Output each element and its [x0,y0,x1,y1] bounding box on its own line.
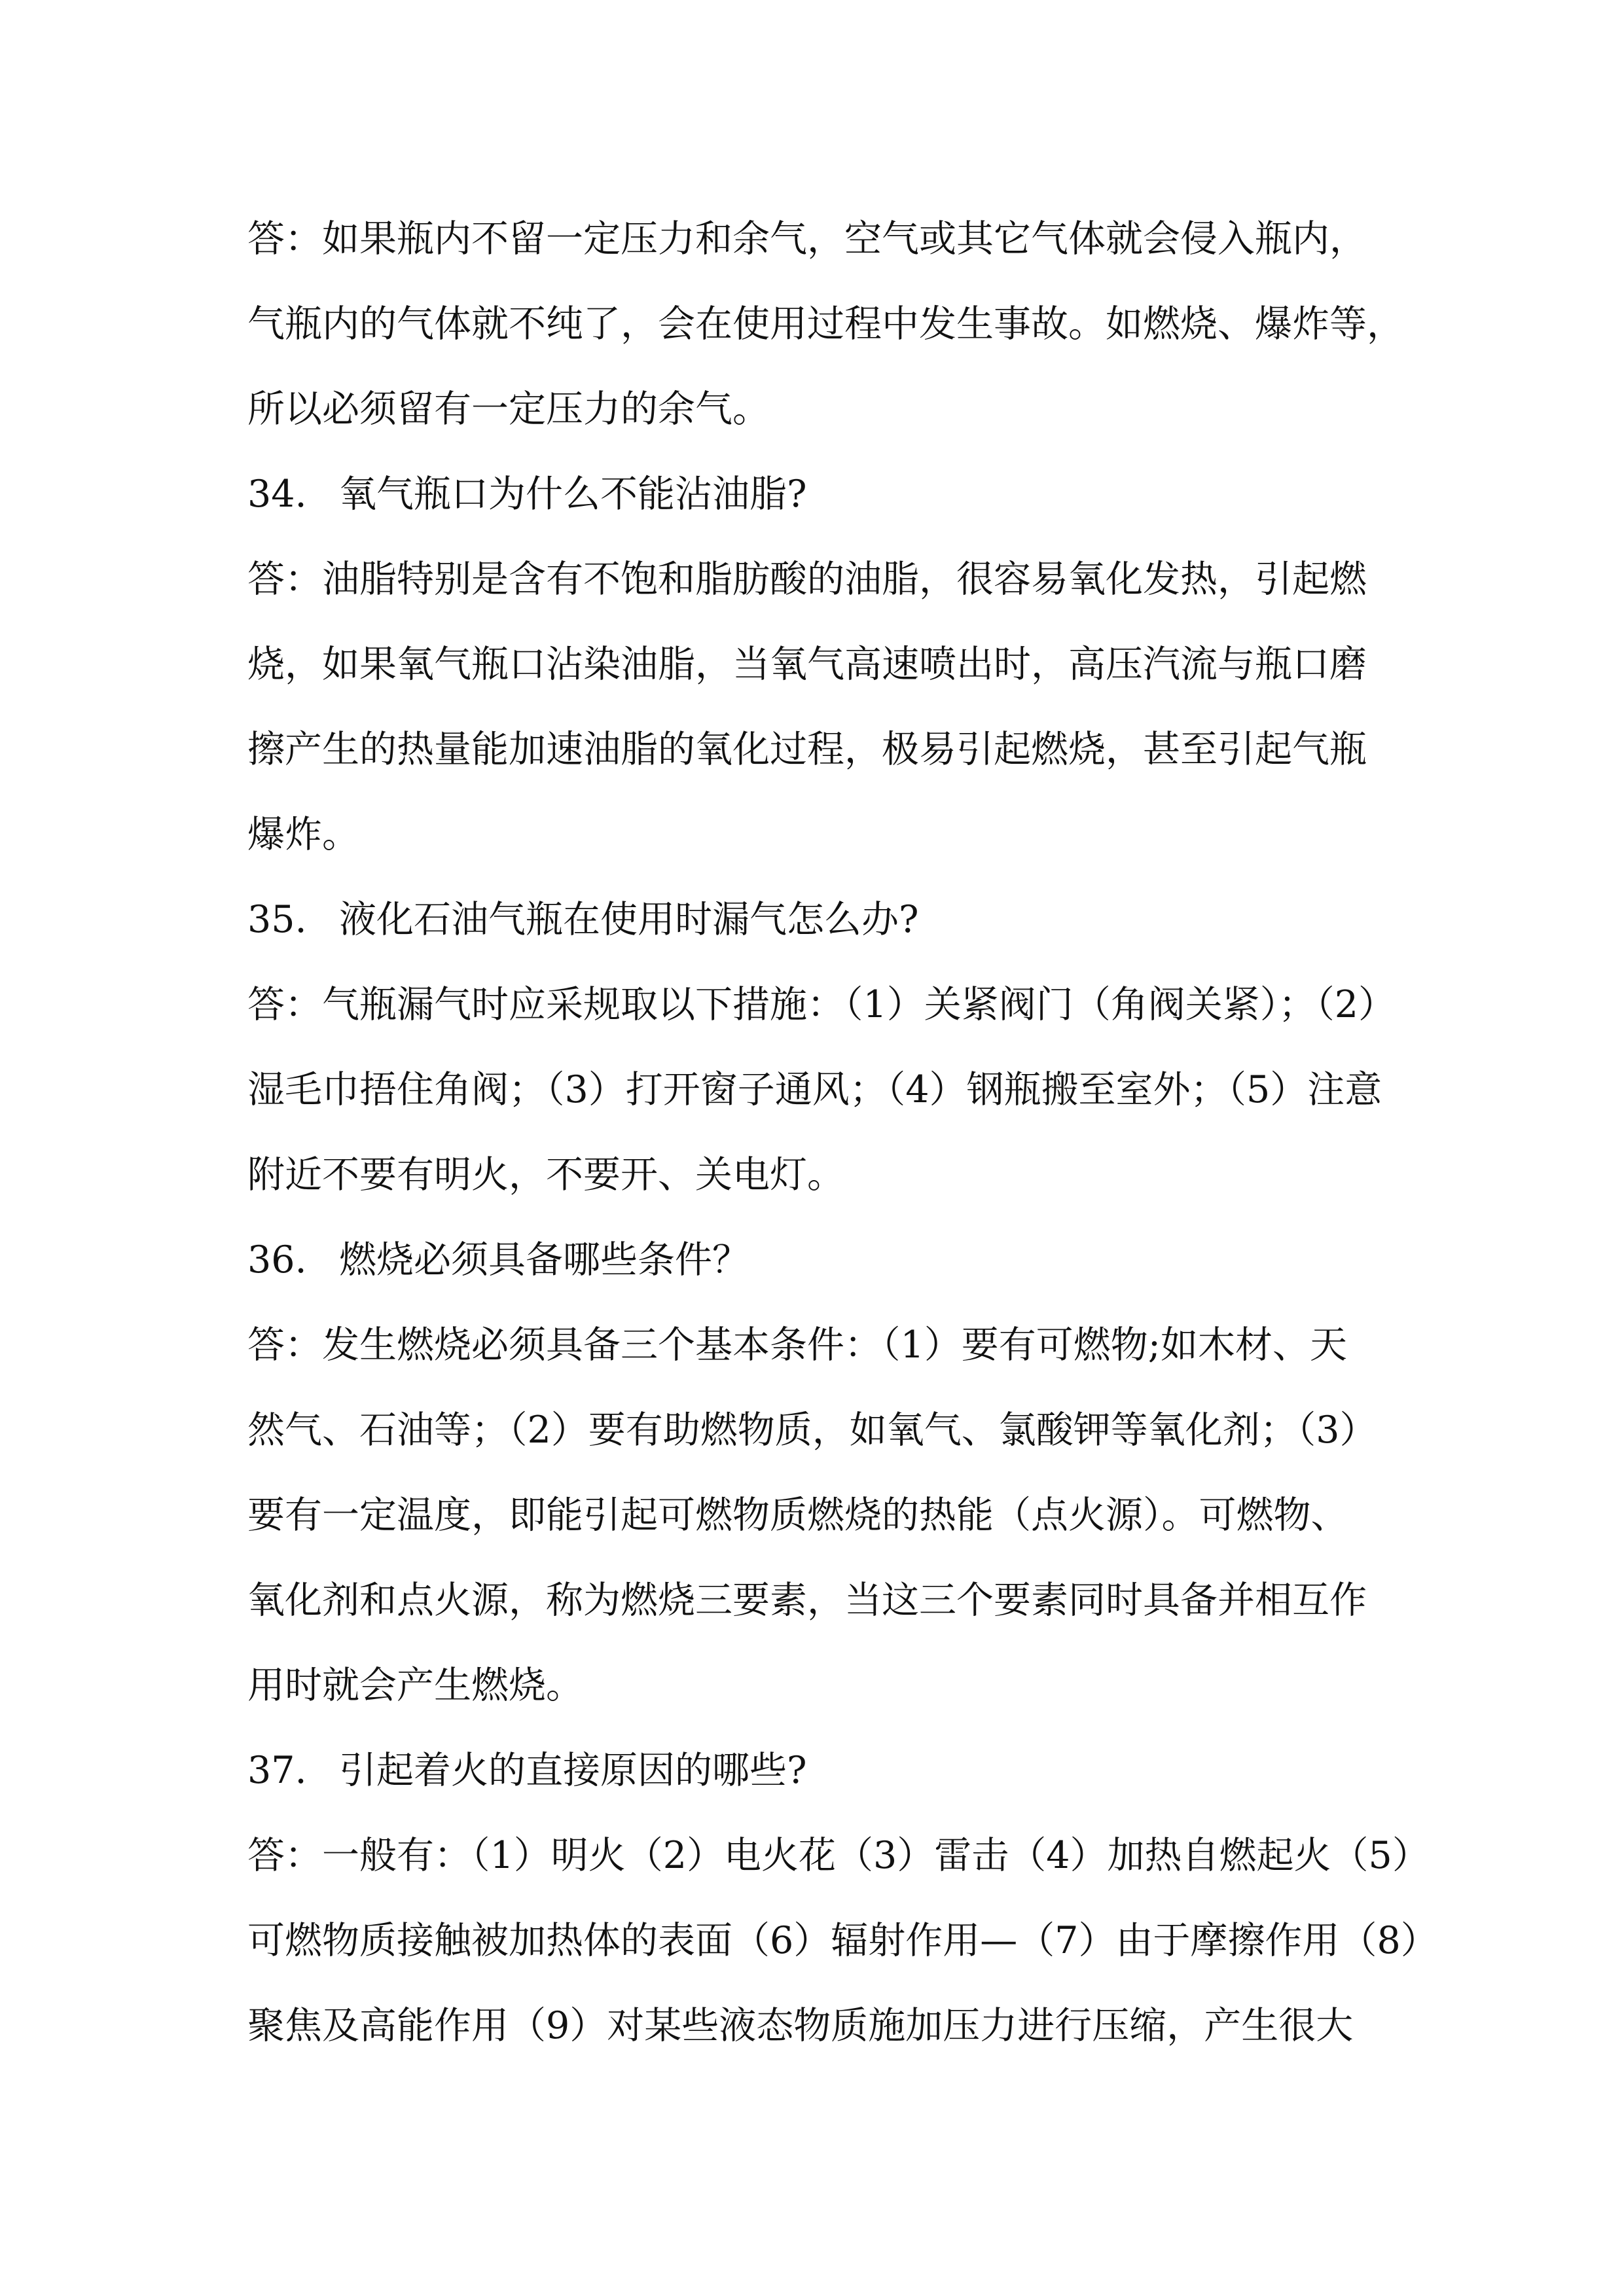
text-line: 氧化剂和点火源，称为燃烧三要素，当这三个要素同时具备并相互作 [247,1579,1367,1622]
text-line: 答：如果瓶内不留一定压力和余气，空气或其它气体就会侵入瓶内， [247,217,1367,260]
question-text: 氧气瓶口为什么不能沾油脂? [339,473,807,516]
text-line: 可燃物质接触被加热体的表面（6）辐射作用—（7）由于摩擦作用（8） [247,1919,1438,1962]
text-line: 答：发生燃烧必须具备三个基本条件：（1）要有可燃物;如木材、天 [247,1323,1347,1367]
question-37 [247,1728,1386,1813]
question-number: 37. [247,1749,307,1792]
text-line: 要有一定温度，即能引起可燃物质燃烧的热能（点火源）。可燃物、 [247,1494,1348,1537]
text-line: 所以必须留有一定压力的余气。 [247,387,770,431]
text-line: 答：一般有：（1）明火（2）电火花（3）雷击（4）加热自燃起火（5） [247,1834,1430,1877]
question-number: 34. [247,473,307,516]
question-number: 35. [247,898,307,941]
text-line: 爆炸。 [247,813,359,856]
text-line: 湿毛巾捂住角阀；（3）打开窗子通风；（4）钢瓶搬至室外；（5）注意 [247,1068,1382,1111]
question-text: 引起着火的直接原因的哪些? [339,1749,807,1792]
text-line: 然气、石油等；（2）要有助燃物质，如氧气、氯酸钾等氧化剂；（3） [247,1408,1377,1452]
text-line: 答：气瓶漏气时应采规取以下措施：（1）关紧阀门（角阀关紧）；（2） [247,983,1396,1026]
answer-block [247,537,1386,877]
answer-block [247,196,1404,452]
question-34 [247,452,1386,537]
text-line: 答：油脂特别是含有不饱和脂肪酸的油脂，很容易氧化发热，引起燃 [247,558,1367,601]
text-line: 附近不要有明火，不要开、关电灯。 [247,1153,844,1196]
document-page [247,196,1438,2068]
question-text: 液化石油气瓶在使用时漏气怎么办? [339,898,919,941]
text-line: 烧，如果氧气瓶口沾染油脂，当氧气高速喷出时，高压汽流与瓶口磨 [247,643,1367,686]
text-line: 聚焦及高能作用（9）对某些液态物质施加压力进行压缩，产生很大 [247,2004,1354,2047]
text-line: 气瓶内的气体就不纯了，会在使用过程中发生事故。如燃烧、爆炸等， [247,302,1404,346]
answer-block [247,1302,1386,1728]
question-35 [247,877,1386,962]
text-line: 擦产生的热量能加速油脂的氧化过程，极易引起燃烧，甚至引起气瓶 [247,728,1367,771]
question-number: 36. [247,1238,307,1282]
text-line: 用时就会产生燃烧。 [247,1664,583,1707]
question-text: 燃烧必须具备哪些条件？ [339,1238,749,1282]
question-36 [247,1217,1386,1302]
answer-block [247,962,1396,1217]
answer-block [247,1813,1438,2068]
